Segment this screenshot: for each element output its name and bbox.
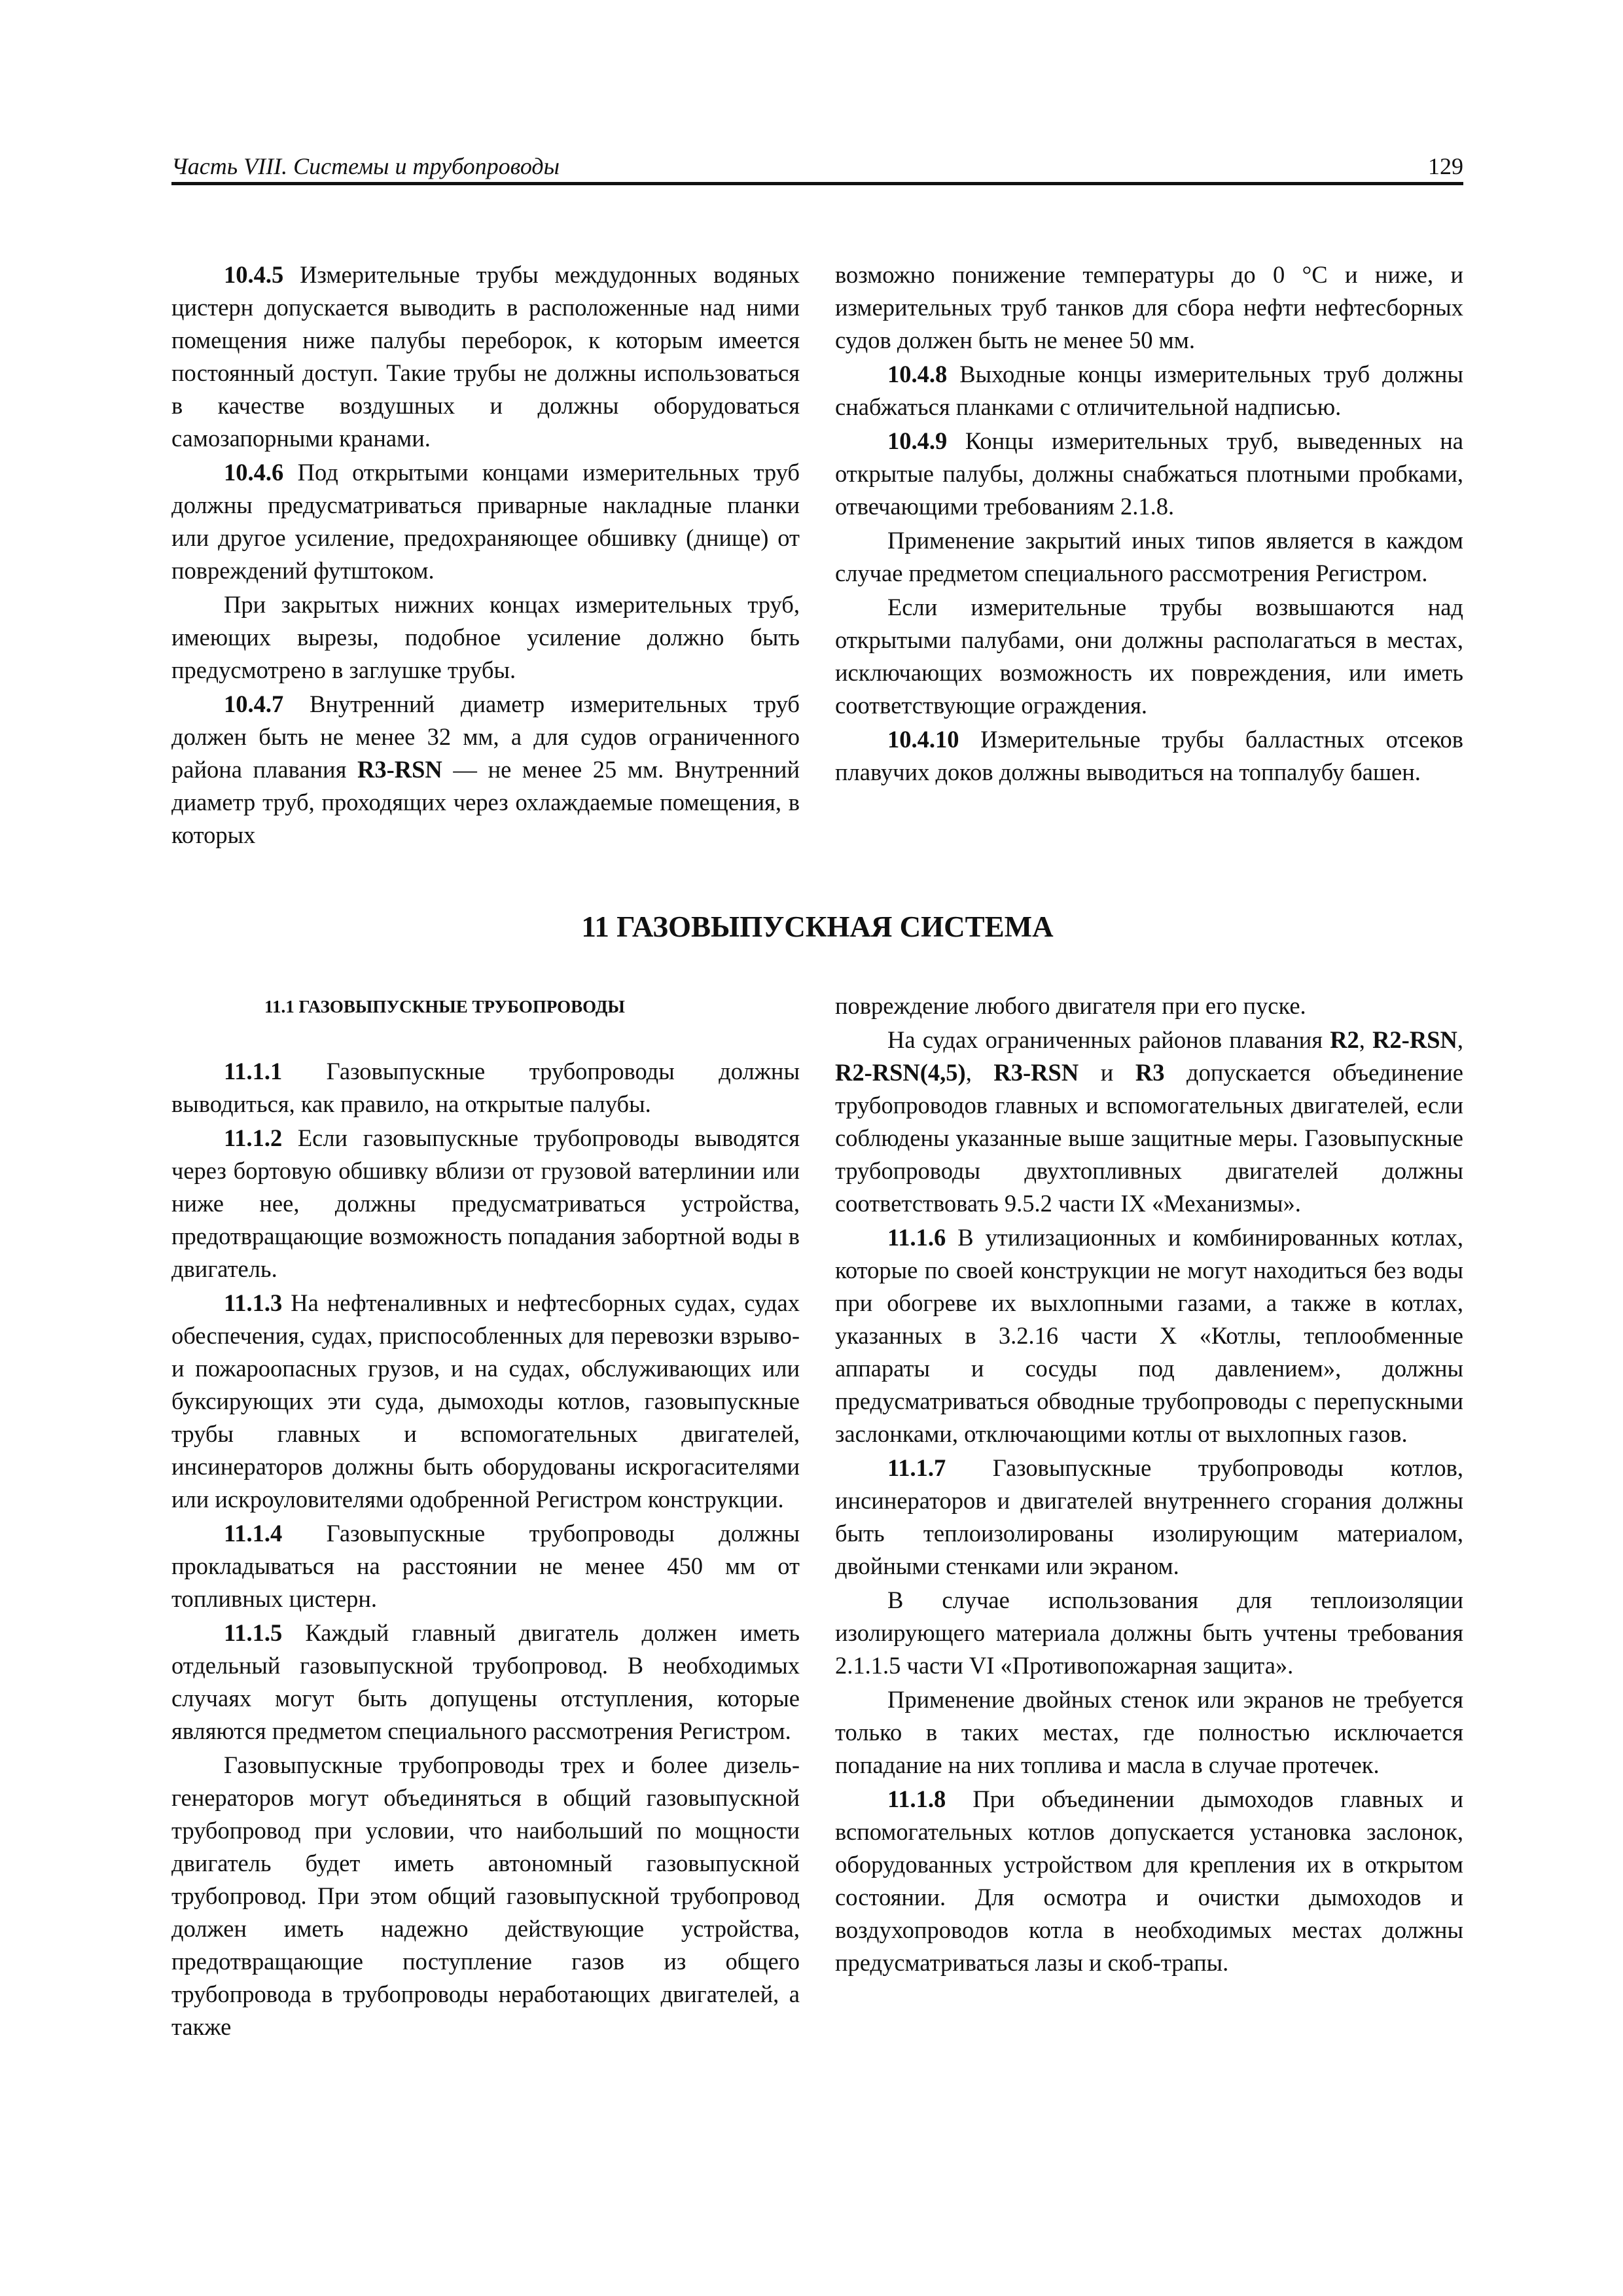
region-code: R3 (1135, 1059, 1165, 1086)
clause-number: 10.4.7 (224, 691, 284, 717)
paragraph: 11.1.4 Газовыпускные трубопроводы должны прокладываться на расстоянии не менее 450 мм от топливных цистерн. (171, 1520, 800, 1612)
paragraph: Газовыпускные трубопроводы трех и более дизель-генераторов могут объединяться в общий газовыпускной трубопровод при условии, что наибольший по мощности двигатель будет иметь автономный газовыпускной трубопровод. При этом общий газовыпускной трубопровод должен иметь надежно действующие устройства, предотвращающие поступление газов из общего трубопровода в трубопроводы неработающих двигателей, а также (171, 1751, 800, 2040)
clause-number: 10.4.8 (887, 361, 948, 387)
paragraph: Если измерительные трубы возвышаются над открытыми палубами, они должны располагаться в местах, исключающих возможность их повреждения, или иметь соответствующие ограждения. (835, 594, 1463, 719)
clause-number: 11.1.1 (224, 1058, 283, 1085)
paragraph-continuation: повреждение любого двигателя при его пуске. (835, 992, 1306, 1019)
bottom-left-column (171, 990, 800, 2045)
page-number: 129 (1428, 153, 1463, 179)
clause-number: 10.4.10 (887, 726, 959, 753)
section-title: 11 ГАЗОВЫПУСКНАЯ СИСТЕМА (581, 910, 1054, 943)
top-right-column (835, 259, 1463, 790)
region-code: R2-RSN(4,5) (835, 1059, 966, 1086)
clause-number: 11.1.5 (224, 1619, 283, 1646)
paragraph: В случае использования для теплоизоляции изолирующего материала должны быть учтены требования 2.1.1.5 части VI «Противопожарная защита». (835, 1587, 1463, 1679)
paragraph: На судах ограниченных районов плавания R2, R2-RSN, R2-RSN(4,5), R3-RSN и R3 допускается объединение трубопроводов главных и вспомогательных двигателей, если соблюдены указанные выше защитные меры. Газовыпускные трубопроводы двухтопливных двигателей должны соответствовать 9.5.2 части IX «Механизмы». (835, 1026, 1463, 1217)
clause-number: 11.1.8 (887, 1785, 946, 1812)
subsection-title: 11.1 ГАЗОВЫПУСКНЫЕ ТРУБОПРОВОДЫ (264, 997, 625, 1016)
paragraph: 11.1.2 Если газовыпускные трубопроводы выводятся через бортовую обшивку вблизи от грузовой ватерлинии или ниже нее, должны предусматриваться устройства, предотвращающие возможность попадания забортной воды в двигатель. (171, 1124, 800, 1282)
clause-number: 10.4.5 (224, 261, 284, 288)
paragraph: Применение двойных стенок или экранов не требуется только в таких местах, где полностью исключается попадание на них топлива и масла в случае протечек. (835, 1686, 1463, 1778)
clause-number: 11.1.4 (224, 1520, 283, 1547)
paragraph-continuation: возможно понижение температуры до 0 °С и ниже, и измерительных труб танков для сбора нефти нефтесборных судов должен быть не менее 50 мм. (835, 261, 1463, 353)
paragraph: 11.1.6 В утилизационных и комбинированных котлах, которые по своей конструкции не могут находиться без воды при обогреве их выхлопными газами, а также в котлах, указанных в 3.2.16 части X «Котлы, теплообменные аппараты и сосуды под давлением», должны предусматриваться обводные трубопроводы с перепускными заслонками, отключающими котлы от выхлопных газов. (835, 1224, 1463, 1447)
paragraph: 10.4.6 Под открытыми концами измерительных труб должны предусматриваться приварные накладные планки или другое усиление, предохраняющее обшивку (днище) от повреждений футштоком. (171, 459, 800, 584)
clause-number: 11.1.6 (887, 1224, 946, 1251)
paragraph: 11.1.3 На нефтеналивных и нефтесборных судах, судах обеспечения, судах, приспособленных для перевозки взрыво- и пожароопасных грузов, и на судах, обслуживающих или буксирующих эти суда, дымоходы котлов, газовыпускные трубы главных и вспомогательных двигателей, инсинераторов должны быть оборудованы искрогасителями или искроуловителями одобренной Регистром конструкции. (171, 1289, 800, 1513)
region-code: R2 (1330, 1026, 1359, 1053)
paragraph: 11.1.5 Каждый главный двигатель должен иметь отдельный газовыпускной трубопровод. В необходимых случаях могут быть допущены отступления, которые являются предметом специального рассмотрения Регистром. (171, 1619, 800, 1744)
region-code: R3-RSN (357, 756, 442, 783)
paragraph: 10.4.8 Выходные концы измерительных труб должны снабжаться планками с отличительной надписью. (835, 361, 1463, 420)
paragraph: 10.4.7 Внутренний диаметр измерительных труб должен быть не менее 32 мм, а для судов ограниченного района плавания R3-RSN — не менее 25 мм. Внутренний диаметр труб, проходящих через охлаждаемые помещения, в которых (171, 691, 800, 848)
clause-number: 10.4.9 (887, 427, 948, 454)
bottom-right-column (835, 990, 1463, 1981)
running-title: Часть VIII. Системы и трубопроводы (171, 153, 560, 179)
paragraph: Применение закрытий иных типов является в каждом случае предметом специального рассмотрения Регистром. (835, 527, 1463, 586)
clause-number: 11.1.7 (887, 1454, 946, 1481)
paragraph: 10.4.5 Измерительные трубы междудонных водяных цистерн допускается выводить в расположенные над ними помещения ниже палубы переборок, к которым имеется постоянный доступ. Такие трубы не должны использоваться в качестве воздушных и должны оборудоваться самозапорными кранами. (171, 261, 800, 452)
page-header (171, 145, 1463, 185)
paragraph: 11.1.8 При объединении дымоходов главных и вспомогательных котлов допускается установка заслонок, оборудованных устройством для крепления их в открытом состоянии. Для осмотра и очистки дымоходов и воздухопроводов котла в необходимых местах должны предусматриваться лазы и скоб-трапы. (835, 1785, 1463, 1976)
region-code: R3-RSN (993, 1059, 1079, 1086)
clause-number: 11.1.2 (224, 1124, 283, 1151)
clause-number: 10.4.6 (224, 459, 284, 486)
clause-number: 11.1.3 (224, 1289, 283, 1316)
paragraph: 10.4.9 Концы измерительных труб, выведенных на открытые палубы, должны снабжаться плотными пробками, отвечающими требованиям 2.1.8. (835, 427, 1463, 520)
top-left-column (171, 259, 800, 853)
paragraph: При закрытых нижних концах измерительных труб, имеющих вырезы, подобное усиление должно быть предусмотрено в заглушке трубы. (171, 591, 800, 683)
paragraph: 10.4.10 Измерительные трубы балластных отсеков плавучих доков должны выводиться на топпалубу башен. (835, 726, 1463, 785)
paragraph: 11.1.7 Газовыпускные трубопроводы котлов, инсинераторов и двигателей внутреннего сгорания должны быть теплоизолированы изолирующим материалом, двойными стенками или экраном. (835, 1454, 1463, 1579)
region-code: R2-RSN (1372, 1026, 1457, 1053)
paragraph: 11.1.1 Газовыпускные трубопроводы должны выводиться, как правило, на открытые палубы. (171, 1058, 800, 1117)
